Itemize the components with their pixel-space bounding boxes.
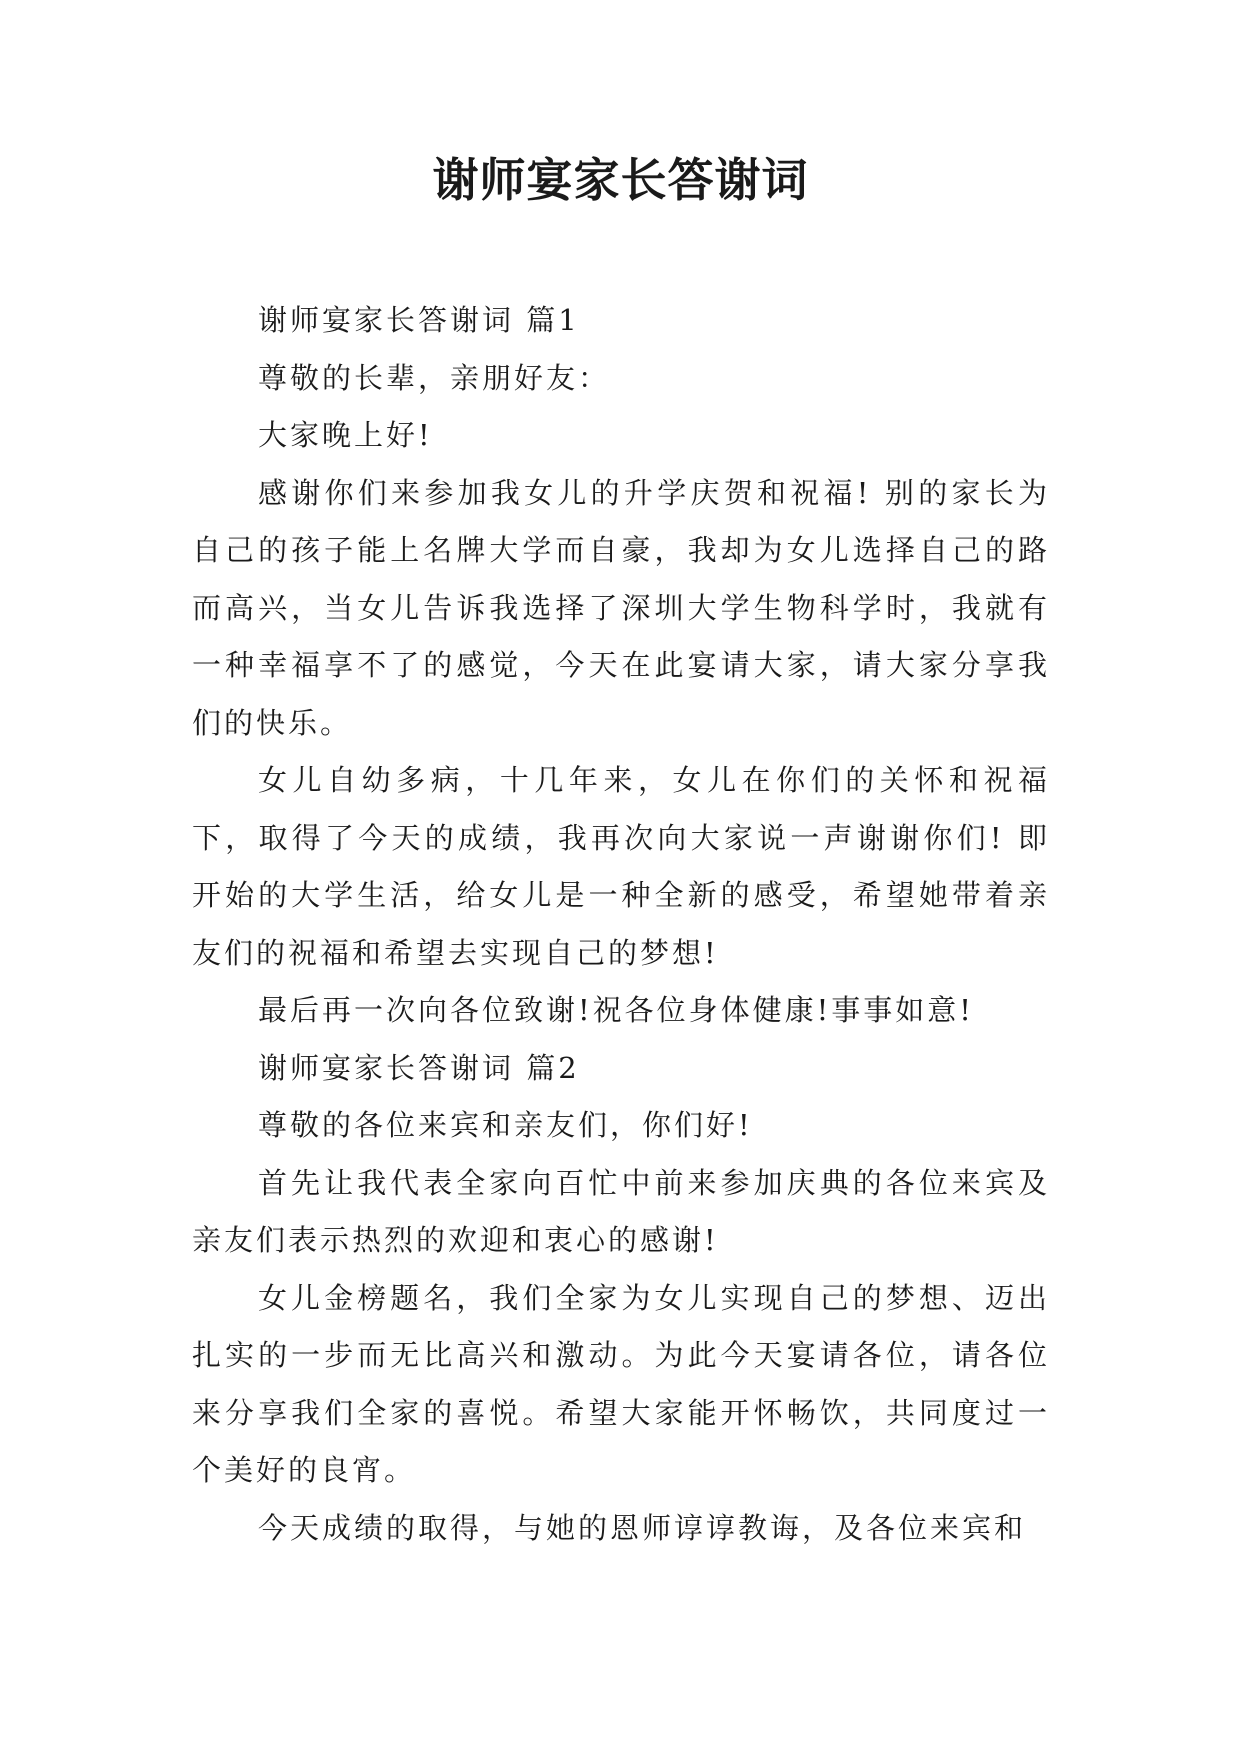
paragraph: 女儿自幼多病，十几年来，女儿在你们的关怀和祝福下，取得了今天的成绩，我再次向大家说一声谢谢你们! 即开始的大学生活，给女儿是一种全新的感受，希望她带着亲友们的祝福和希望去实现自己的梦想!: [192, 763, 1050, 970]
paragraph: 感谢你们来参加我女儿的升学庆贺和祝福! 别的家长为自己的孩子能上名牌大学而自豪，我却为女儿选择自己的路而高兴，当女儿告诉我选择了深圳大学生物科学时，我就有一种幸福享不了的感觉，今天在此宴请大家，请大家分享我们的快乐。: [192, 475, 1050, 740]
paragraph-section-heading-1: 谢师宴家长答谢词 篇1: [258, 303, 580, 337]
paragraph: 今天成绩的取得，与她的恩师谆谆教诲，及各位来宾和: [258, 1510, 1027, 1545]
document-title: 谢师宴家长答谢词: [432, 153, 809, 207]
paragraph-salutation-2: 尊敬的各位来宾和亲友们，你们好!: [258, 1108, 753, 1142]
paragraph-salutation-1: 尊敬的长辈，亲朋好友：: [258, 360, 611, 395]
paragraph: 首先让我代表全家向百忙中前来参加庆典的各位来宾及亲友们表示热烈的欢迎和衷心的感谢!: [192, 1165, 1050, 1257]
document-body: [192, 292, 1050, 1557]
paragraph: 最后再一次向各位致谢!祝各位身体健康!事事如意!: [258, 993, 974, 1027]
paragraph-greeting: 大家晚上好!: [258, 418, 433, 452]
paragraph-section-heading-2: 谢师宴家长答谢词 篇2: [258, 1050, 580, 1085]
paragraph: 女儿金榜题名，我们全家为女儿实现自己的梦想、迈出扎实的一步而无比高兴和激动。为此今天宴请各位，请各位来分享我们全家的喜悦。希望大家能开怀畅饮，共同度过一个美好的良宵。: [192, 1280, 1050, 1487]
